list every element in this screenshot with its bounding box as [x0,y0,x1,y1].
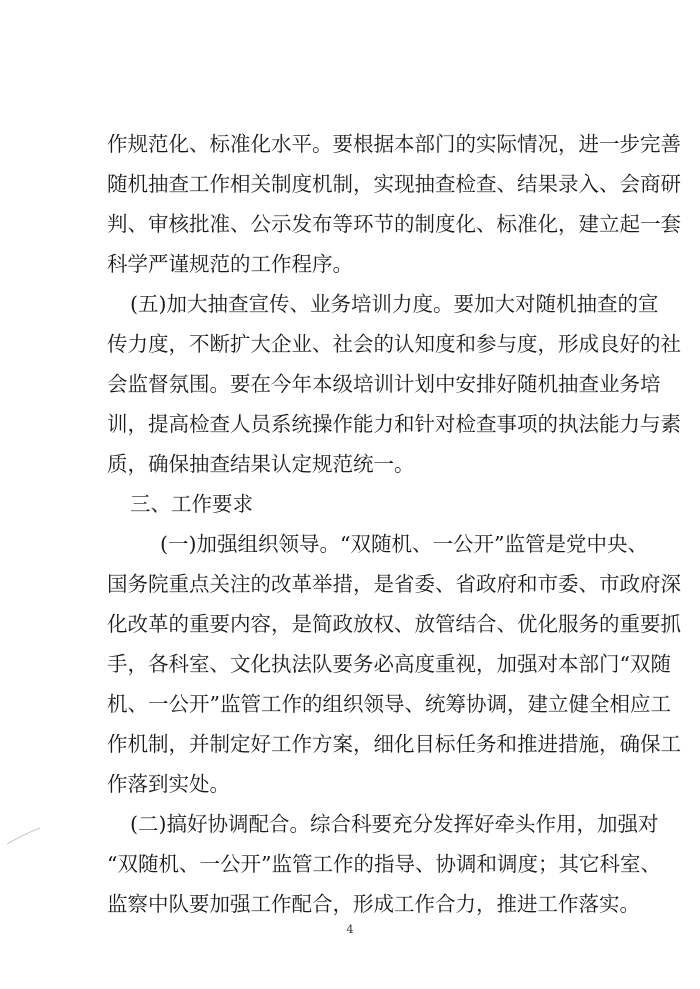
paragraph-line: 质，确保抽查结果认定规范统一。 [107,452,415,476]
paragraph-line: (一)加强组织领导。“双随机、一公开”监管是党中央、 [160,532,648,556]
paragraph-line: 化改革的重要内容，是简政放权、放管结合、优化服务的重要抓 [107,612,681,636]
paragraph-line: 机、一公开”监管工作的组织领导、统筹协调，建立健全相应工 [107,692,671,716]
paragraph-line: (二)搞好协调配合。综合科要充分发挥好牵头作用，加强对 [130,812,659,836]
paragraph-line: 手，各科室、文化执法队要务必高度重视，加强对本部门“双随 [107,652,671,676]
paragraph-line: 随机抽查工作相关制度机制，实现抽查检查、结果录入、会商研 [107,172,681,196]
paragraph-line: 国务院重点关注的改革举措，是省委、省政府和市委、市政府深 [107,572,681,596]
margin-pen-mark [6,826,42,846]
paragraph-line: 作机制，并制定好工作方案，细化目标任务和推进措施，确保工 [107,732,681,756]
section-heading: 三、工作要求 [130,492,253,516]
paragraph-line: 会监督氛围。要在今年本级培训计划中安排好随机抽查业务培 [107,372,661,396]
paragraph-line: “双随机、一公开”监管工作的指导、协调和调度；其它科室、 [107,852,661,876]
paragraph-line: 训，提高检查人员系统操作能力和针对检查事项的执法能力与素 [107,412,681,436]
paragraph-line: 传力度，不断扩大企业、社会的认知度和参与度，形成良好的社 [107,332,681,356]
paragraph-line: 作规范化、标准化水平。要根据本部门的实际情况，进一步完善 [107,132,681,156]
paragraph-line: 作落到实处。 [107,772,230,796]
paragraph-line: 判、审核批准、公示发布等环节的制度化、标准化，建立起一套 [107,212,681,236]
page-number: 4 [346,923,354,936]
paragraph-line: 科学严谨规范的工作程序。 [107,252,353,276]
paragraph-line: 监察中队要加强工作配合，形成工作合力，推进工作落实。 [107,892,640,916]
paragraph-line: (五)加大抽查宣传、业务培训力度。要加大对随机抽查的宣 [130,292,659,316]
